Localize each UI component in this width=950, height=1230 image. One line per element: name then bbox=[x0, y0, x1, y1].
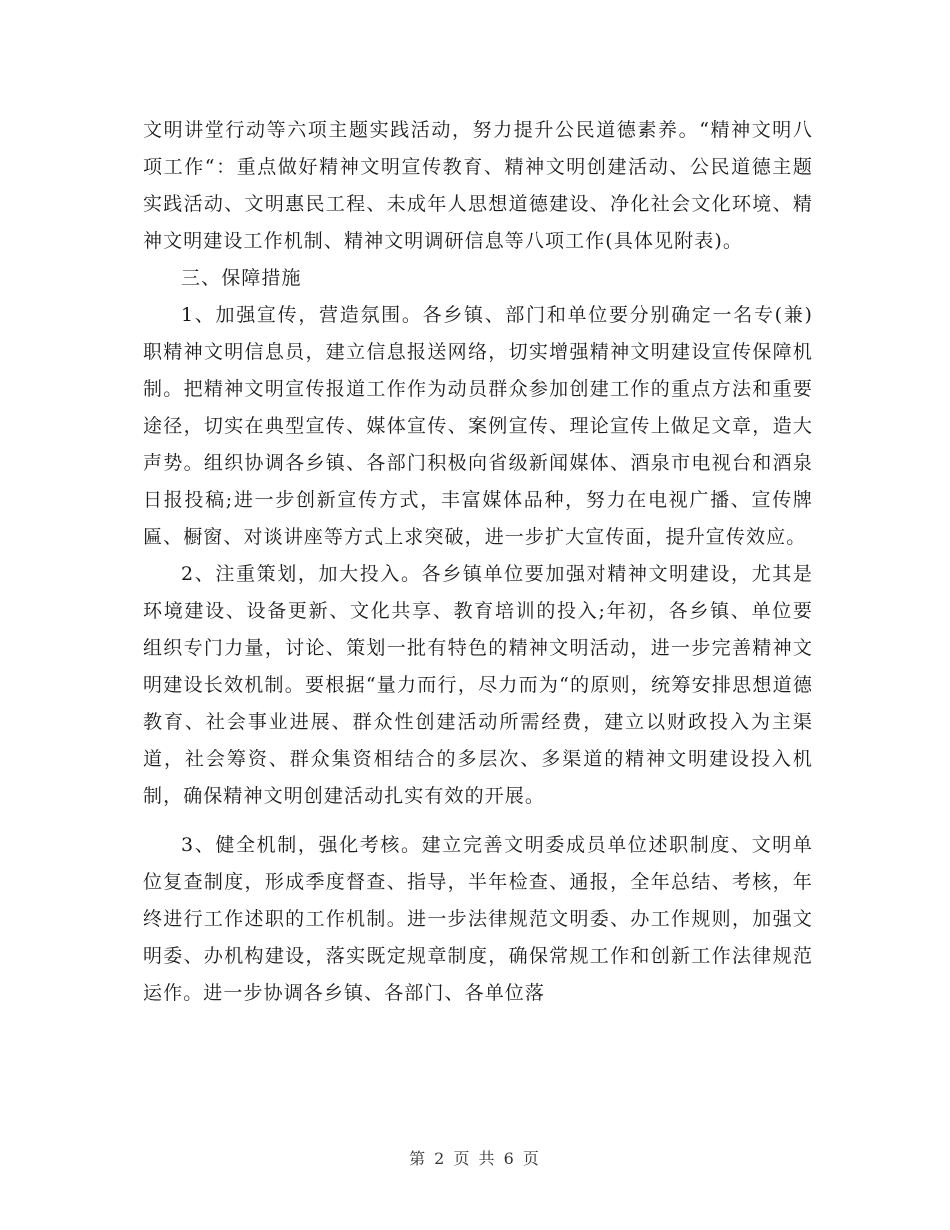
paragraph-measure-planning: 2、注重策划，加大投入。各乡镇单位要加强对精神文明建设，尤其是环境建设、设备更新、文化共享、教育培训的投入;年初，各乡镇、单位要组织专门力量，讨论、策划一批有特色的精神文明活动，进一步完善精神文明建设长效机制。要根据“量力而行，尽力而为“的原则，统筹安排思想道德教育、社会事业进展、群众性创建活动所需经费，建立以财政投入为主渠道，社会筹资、群众集资相结合的多层次、多渠道的精神文明建设投入机制，确保精神文明创建活动扎实有效的开展。 bbox=[143, 563, 813, 807]
document-body bbox=[143, 112, 813, 1012]
paragraph-continued-intro: 文明讲堂行动等六项主题实践活动，努力提升公民道德素养。“精神文明八项工作“：重点做好精神文明宣传教育、精神文明创建活动、公民道德主题实践活动、文明惠民工程、未成年人思想道德建设、净化社会文化环境、精神文明建设工作机制、精神文明调研信息等八项工作(具体见附表)。 bbox=[143, 119, 813, 252]
paragraph-measure-mechanism: 3、健全机制，强化考核。建立完善文明委成员单位述职制度、文明单位复查制度，形成季度督查、指导，半年检查、通报，全年总结、考核，年终进行工作述职的工作机制。进一步法律规范文明委、办工作规则，加强文明委、办机构建设，落实既定规章制度，确保常规工作和创新工作法律规范运作。进一步协调各乡镇、各部门、各单位落 bbox=[143, 834, 813, 1004]
section-heading-safeguards: 三、保障措施 bbox=[181, 267, 302, 289]
page-number-footer: 第 2 页 共 6 页 bbox=[409, 1149, 541, 1168]
paragraph-measure-publicity: 1、加强宣传，营造氛围。各乡镇、部门和单位要分别确定一名专(兼)职精神文明信息员，建立信息报送网络，切实增强精神文明建设宣传保障机制。把精神文明宣传报道工作作为动员群众参加创建工作的重点方法和重要途径，切实在典型宣传、媒体宣传、案例宣传、理论宣传上做足文章，造大声势。组织协调各乡镇、各部门积极向省级新闻媒体、酒泉市电视台和酒泉日报投稿;进一步创新宣传方式，丰富媒体品种，努力在电视广播、宣传牌匾、橱窗、对谈讲座等方式上求突破，进一步扩大宣传面，提升宣传效应。 bbox=[143, 304, 813, 548]
